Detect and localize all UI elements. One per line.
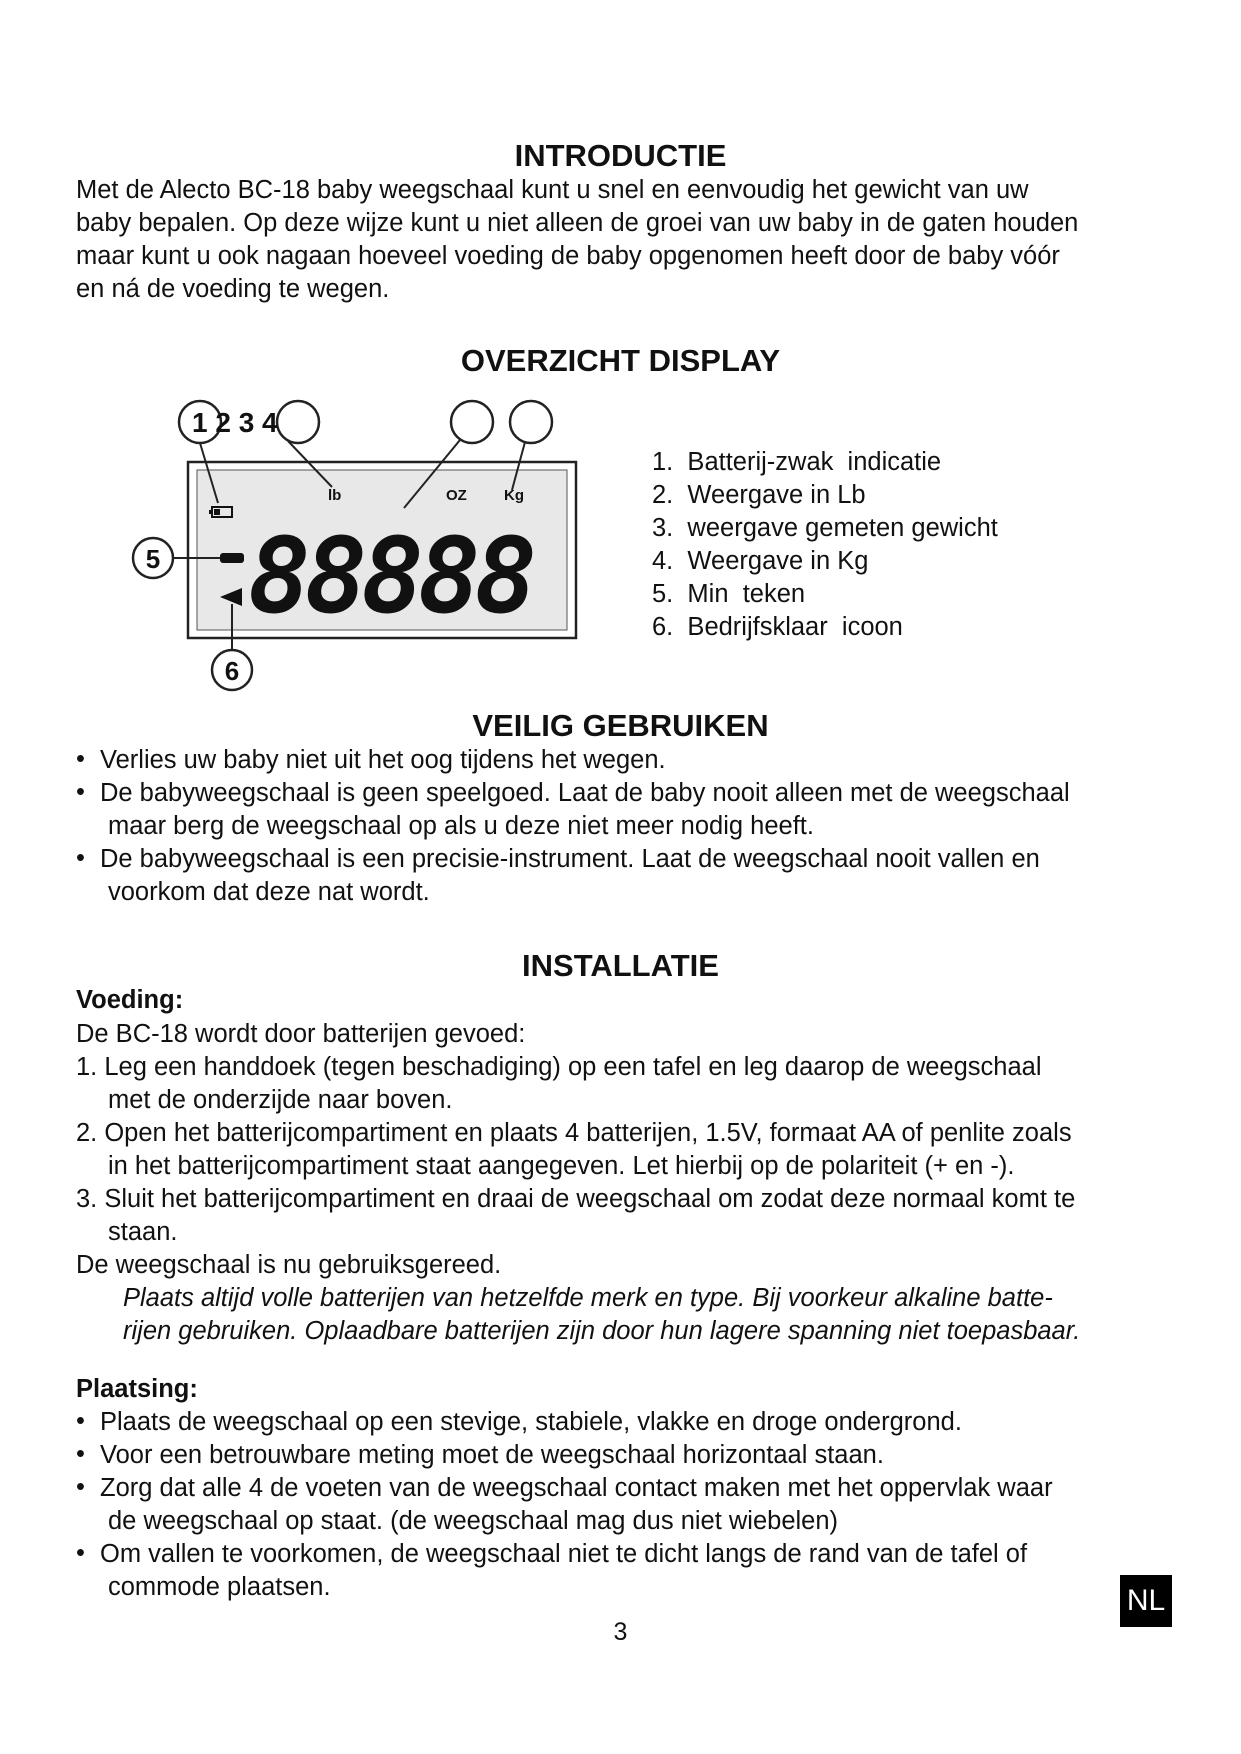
page-number: 3: [613, 1618, 628, 1646]
lcd-display-diagram: [120, 390, 600, 700]
ready-text: De weegschaal is nu gebruiksgereed.: [76, 1251, 502, 1279]
legend-item-3: 3. weergave gemeten gewicht: [652, 514, 998, 542]
bullet-marker: •: [76, 1407, 85, 1435]
step-1-line-1: 1. Leg een handdoek (tegen beschadiging) op een tafel en leg daarop de weegschaal: [76, 1053, 1042, 1081]
plaatsing-item-4-line-2: commode plaatsen.: [108, 1573, 331, 1601]
step-3-line-2: staan.: [108, 1218, 178, 1246]
bullet-marker: •: [76, 1539, 85, 1567]
introductie-line-1: Met de Alecto BC-18 baby weegschaal kunt u snel en eenvoudig het gewicht van uw: [76, 176, 1029, 204]
voeding-subheading: Voeding:: [76, 986, 184, 1014]
callout-5-label: 5: [145, 544, 161, 574]
callout-circle-4: [277, 401, 319, 443]
battery-note-line-1: Plaats altijd volle batterijen van hetzelfde merk en type. Bij voorkeur alkaline batte-: [123, 1284, 1053, 1312]
plaatsing-item-4-line-1: Om vallen te voorkomen, de weegschaal niet te dicht langs de rand van de tafel of: [100, 1540, 1028, 1568]
unit-lb-label: lb: [328, 487, 342, 504]
step-2-line-1: 2. Open het batterijcompartiment en plaats 4 batterijen, 1.5V, formaat AA of penlite zoals: [76, 1119, 1072, 1147]
minus-sign-icon: [220, 553, 244, 563]
bullet-marker: •: [76, 844, 85, 872]
veilig-item-3-line-1: De babyweegschaal is een precisie-instrument. Laat de weegschaal nooit vallen en: [100, 845, 1040, 873]
legend-item-1: 1. Batterij-zwak indicatie: [652, 448, 942, 476]
display-legend-list: [652, 446, 998, 644]
callout-circle-blank-a: [451, 401, 493, 443]
introductie-line-3: maar kunt u ook nagaan hoeveel voeding de baby opgenomen heeft door de baby vóór: [76, 242, 1060, 270]
overzicht-heading: OVERZICHT DISPLAY: [460, 343, 781, 378]
installatie-heading: INSTALLATIE: [522, 948, 719, 983]
bullet-marker: •: [76, 745, 85, 773]
bullet-marker: •: [76, 1440, 85, 1468]
unit-kg-label: Kg: [504, 487, 524, 504]
legend-item-2: 2. Weergave in Lb: [652, 481, 866, 509]
lcd-digits: 88888: [248, 515, 532, 637]
step-1-line-2: met de onderzijde naar boven.: [108, 1086, 453, 1114]
veilig-item-3-line-2: voorkom dat deze nat wordt.: [108, 878, 430, 906]
plaatsing-item-1: Plaats de weegschaal op een stevige, stabiele, vlakke en droge ondergrond.: [100, 1408, 962, 1436]
plaatsing-item-2: Voor een betrouwbare meting moet de weegschaal horizontaal staan.: [100, 1441, 884, 1469]
voeding-intro: De BC-18 wordt door batterijen gevoed:: [76, 1020, 526, 1048]
introductie-line-2: baby bepalen. Op deze wijze kunt u niet alleen de groei van uw baby in de gaten houden: [76, 209, 1079, 237]
veilig-item-1: Verlies uw baby niet uit het oog tijdens het wegen.: [100, 746, 666, 774]
callout-top-numbers: 1 2 3 4: [192, 407, 278, 438]
step-2-line-2: in het batterijcompartiment staat aangegeven. Let hierbij op de polariteit (+ en -).: [108, 1152, 1015, 1180]
plaatsing-subheading: Plaatsing:: [76, 1375, 198, 1403]
introductie-line-4: en ná de voeding te wegen.: [76, 275, 390, 303]
introductie-heading: INTRODUCTIE: [514, 138, 727, 173]
veilig-item-2-line-2: maar berg de weegschaal op als u deze niet meer nodig heeft.: [108, 812, 814, 840]
veilig-item-2-line-1: De babyweegschaal is geen speelgoed. Laat de baby nooit alleen met de weegschaal: [100, 779, 1070, 807]
unit-oz-label: OZ: [446, 487, 467, 504]
plaatsing-item-3-line-2: de weegschaal op staat. (de weegschaal mag dus niet wiebelen): [108, 1507, 839, 1535]
callout-circle-blank-b: [510, 401, 552, 443]
bullet-marker: •: [76, 778, 85, 806]
legend-item-5: 5. Min teken: [652, 580, 806, 608]
plaatsing-item-3-line-1: Zorg dat alle 4 de voeten van de weegschaal contact maken met het oppervlak waar: [100, 1474, 1053, 1502]
legend-item-6: 6. Bedrijfsklaar icoon: [652, 613, 903, 641]
step-3-line-1: 3. Sluit het batterijcompartiment en draai de weegschaal om zodat deze normaal komt te: [76, 1185, 1076, 1213]
language-badge: NL: [1120, 1575, 1172, 1627]
callout-6-label: 6: [224, 656, 240, 686]
legend-item-4: 4. Weergave in Kg: [652, 547, 869, 575]
battery-note-line-2: rijen gebruiken. Oplaadbare batterijen zijn door hun lagere spanning niet toepasbaar.: [123, 1317, 1081, 1345]
bullet-marker: •: [76, 1473, 85, 1501]
veilig-heading: VEILIG GEBRUIKEN: [472, 708, 769, 743]
